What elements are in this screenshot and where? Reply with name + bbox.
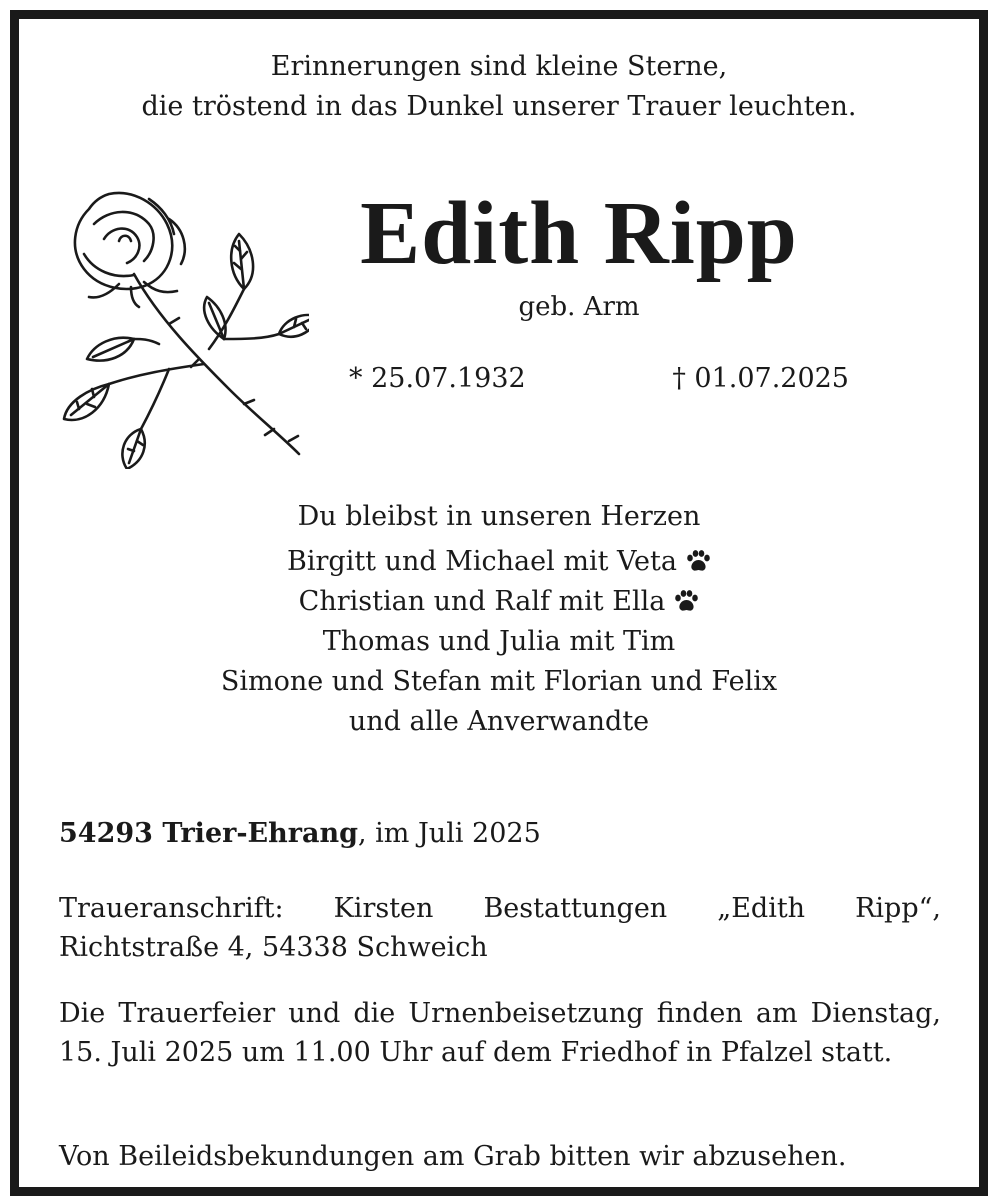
obituary-content <box>19 19 979 1187</box>
family-line <box>19 582 979 622</box>
paw-icon <box>685 549 711 573</box>
family-line-text: Christian und Ralf mit Ella <box>298 586 666 617</box>
paw-icon <box>673 589 699 613</box>
rose-icon <box>49 179 309 469</box>
location-place: 54293 Trier-Ehrang <box>59 818 358 849</box>
family-line: Simone und Stefan mit Florian und Felix <box>220 666 778 697</box>
location-date <box>59 814 541 854</box>
birth-date: * 25.07.1932 <box>349 363 526 394</box>
family-line: und alle Anverwandte <box>348 706 650 737</box>
motto <box>19 47 979 127</box>
obituary-frame <box>10 10 988 1196</box>
maiden-name: geb. Arm <box>518 292 640 322</box>
deceased-name: Edith Ripp <box>360 184 798 283</box>
family-line <box>19 542 979 582</box>
condolence-notice: Von Beileidsbekundungen am Grab bitten wir abzusehen. <box>59 1141 847 1172</box>
motto-line-1: Erinnerungen sind kleine Sterne, <box>270 51 728 82</box>
mourning-address: Traueranschrift: Kirsten Bestattungen „Edith Ripp“, Richtstraße 4, 54338 Schweich <box>59 893 941 963</box>
family-block <box>19 497 979 742</box>
death-date: † 01.07.2025 <box>672 363 849 394</box>
family-intro: Du bleibst in unseren Herzen <box>297 501 701 532</box>
family-line-text: Birgitt und Michael mit Veta <box>287 546 677 577</box>
ceremony-notice: Die Trauerfeier und die Urnenbeisetzung finden am Dienstag, 15. Juli 2025 um 11.00 Uhr auf dem Friedhof in Pfalzel statt. <box>59 998 941 1068</box>
location-date-text: , im Juli 2025 <box>358 818 541 849</box>
motto-line-2: die tröstend in das Dunkel unserer Trauer leuchten. <box>141 91 857 122</box>
family-line: Thomas und Julia mit Tim <box>322 626 676 657</box>
